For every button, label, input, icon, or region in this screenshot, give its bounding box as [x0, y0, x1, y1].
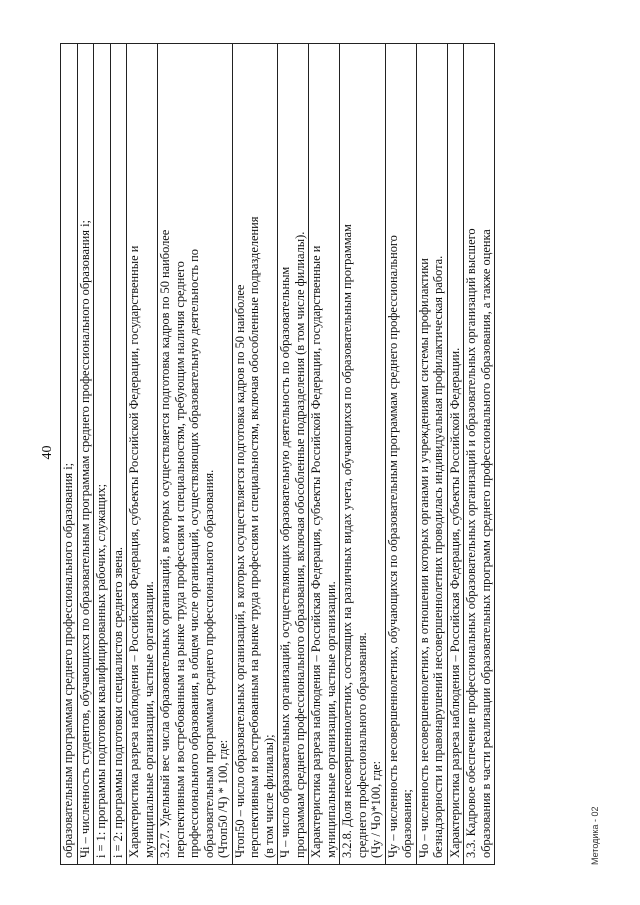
text-line: образовательным программам среднего профессионального образования i;: [61, 462, 75, 858]
text-line: профессионального образования, в общем числе организаций, осуществляющих образовательную деятельность по: [187, 249, 201, 858]
text-line: образования;: [400, 789, 414, 858]
text-line: Чтоп50 – число образовательных организаций, в которых осуществляется подготовка кадров по 50 наиболее: [232, 284, 247, 858]
text-line: безнадзорности и правонарушений несовершеннолетних проводилась индивидуальная профилактическая работа.: [431, 255, 445, 858]
text-line: 3.2.7. Удельный вес числа образовательных организаций, в которых осуществляется подготовка кадров по 50 наиболее: [158, 229, 172, 858]
table-row: [416, 44, 447, 864]
table-row: [308, 44, 339, 864]
text-line: образования в части реализации образовательных программ среднего профессионального образования, а также оценка: [478, 229, 493, 858]
text-line: перспективным и востребованным на рынке труда профессиям и специальностям, требующим наличия среднего: [172, 261, 187, 858]
text-line: перспективным и востребованным на рынке труда профессиям и специальностям, включая обособленные подразделения: [247, 216, 261, 858]
table-row: [447, 44, 464, 864]
text-line: Чi – численность студентов, обучающихся по образовательным программам среднего профессионального образования i;: [77, 220, 92, 858]
document-footer: Методика - 02: [590, 806, 600, 865]
table-row: [339, 44, 385, 864]
text-line: образовательным программам среднего профессионального образования.: [201, 469, 216, 858]
text-line: Характеристика разреза наблюдения – Российская Федерация, субъекты Российской Федерации, государственные и: [309, 245, 323, 858]
text-line: Характеристика разреза наблюдения – Российская Федерация, субъекты Российской Федерации.: [447, 347, 462, 858]
text-line: i = 1: программы подготовки квалифицированных рабочих, служащих;: [94, 483, 108, 858]
text-line: Чо – численность несовершеннолетних, в отношении которых органами и учреждениями системы профилактики: [416, 258, 431, 858]
text-line: 3.2.8. Доля несовершеннолетних, состоящих на различных видах учета, обучающихся по образовательным программам: [340, 224, 354, 858]
text-line: (Чу / Чо)*100, где:: [369, 760, 383, 858]
text-line: Чу – численность несовершеннолетних, обучающихся по образовательным программам среднего профессионального: [385, 235, 400, 858]
table-row: [385, 44, 416, 864]
text-line: i = 2: программы подготовки специалистов среднего звена.: [110, 546, 125, 858]
table-row: [61, 44, 77, 864]
table-row: [232, 44, 278, 864]
table-row: [93, 44, 110, 864]
table-row: [110, 44, 127, 864]
text-line: программам среднего профессионального образования, включая обособленные подразделения (в том числе филиалы).: [292, 231, 307, 858]
text-line: Ч – число образовательных организаций, осуществляющих образовательную деятельность по образовательным: [278, 266, 292, 858]
text-line: (Чтоп50 /Ч) * 100, где:: [216, 739, 230, 858]
text-line: 3.3. Кадровое обеспечение профессиональных образовательных организаций и образовательных организаций высшего: [464, 228, 478, 858]
page-number: 40: [40, 445, 55, 460]
text-line: Характеристика разреза наблюдения – Российская Федерация, субъекты Российской Федерации, государственные и: [127, 245, 141, 858]
text-line: среднего профессионального образования.: [354, 632, 369, 858]
text-line: (в том числе филиалы);: [261, 734, 276, 858]
table-row: [277, 44, 308, 864]
text-line: муниципальные организации, частные организации.: [323, 581, 338, 858]
table-row: [463, 44, 494, 864]
table-row: [126, 44, 157, 864]
table-row: [77, 44, 94, 864]
document-table: [60, 43, 495, 865]
table-row: [157, 44, 232, 864]
text-line: муниципальные организации, частные организации.: [141, 581, 156, 858]
